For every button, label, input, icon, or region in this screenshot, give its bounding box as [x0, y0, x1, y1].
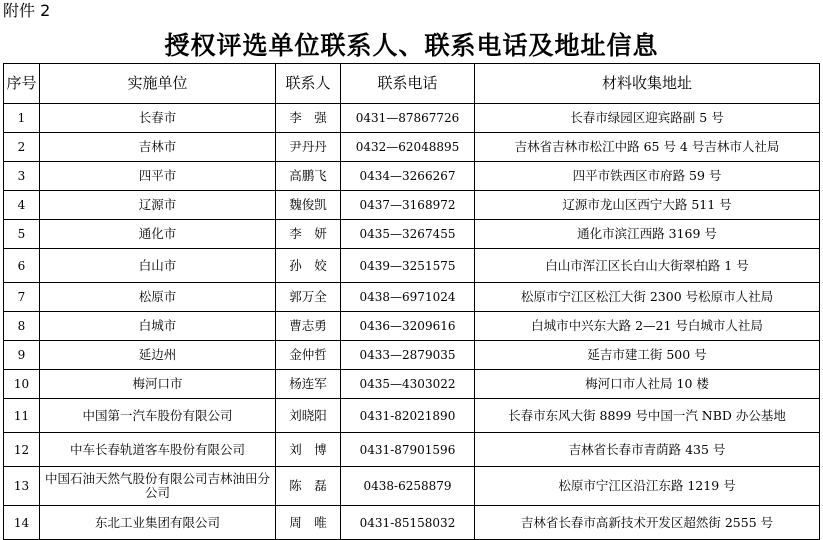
table-row	[4, 162, 820, 191]
attachment-label: 附件 2	[3, 1, 51, 20]
cell-address: 松原市宁江区松江大街 2300 号松原市人社局	[475, 283, 820, 312]
table-row	[4, 467, 820, 506]
table-row	[4, 312, 820, 341]
cell-seq: 8	[4, 312, 40, 341]
cell-phone: 0435—4303022	[341, 370, 475, 399]
table-row	[4, 191, 820, 220]
cell-contact: 陈 磊	[276, 467, 341, 506]
table-row	[4, 220, 820, 249]
cell-unit: 中国石油天然气股份有限公司吉林油田分公司	[40, 467, 276, 506]
cell-unit: 四平市	[40, 162, 276, 191]
cell-unit: 松原市	[40, 283, 276, 312]
cell-unit: 东北工业集团有限公司	[40, 506, 276, 540]
table-row	[4, 283, 820, 312]
cell-seq: 2	[4, 133, 40, 162]
header-contact: 联系人	[276, 64, 341, 104]
cell-address: 白城市中兴东大路 2—21 号白城市人社局	[475, 312, 820, 341]
cell-contact: 刘 博	[276, 433, 341, 467]
cell-phone: 0434—3266267	[341, 162, 475, 191]
cell-phone: 0435—3267455	[341, 220, 475, 249]
cell-phone: 0431-85158032	[341, 506, 475, 540]
cell-unit: 长春市	[40, 104, 276, 133]
cell-phone: 0431-82021890	[341, 399, 475, 433]
contact-info-table	[3, 63, 820, 540]
cell-seq: 13	[4, 467, 40, 506]
cell-seq: 12	[4, 433, 40, 467]
document-title: 授权评选单位联系人、联系电话及地址信息	[164, 31, 659, 60]
cell-address: 长春市东风大街 8899 号中国一汽 NBD 办公基地	[475, 399, 820, 433]
table-row	[4, 341, 820, 370]
cell-contact: 曹志勇	[276, 312, 341, 341]
cell-address: 吉林省长春市青荫路 435 号	[475, 433, 820, 467]
cell-contact: 金仲哲	[276, 341, 341, 370]
cell-address: 长春市绿园区迎宾路副 5 号	[475, 104, 820, 133]
table-row	[4, 133, 820, 162]
header-address: 材料收集地址	[475, 64, 820, 104]
cell-seq: 9	[4, 341, 40, 370]
cell-address: 梅河口市人社局 10 楼	[475, 370, 820, 399]
table-row	[4, 399, 820, 433]
table-header-row	[4, 64, 820, 104]
cell-phone: 0438-6258879	[341, 467, 475, 506]
cell-seq: 5	[4, 220, 40, 249]
cell-unit: 中车长春轨道客车股份有限公司	[40, 433, 276, 467]
cell-seq: 7	[4, 283, 40, 312]
cell-phone: 0432—62048895	[341, 133, 475, 162]
cell-phone: 0433—2879035	[341, 341, 475, 370]
header-phone: 联系电话	[341, 64, 475, 104]
cell-contact: 刘晓阳	[276, 399, 341, 433]
cell-phone: 0437—3168972	[341, 191, 475, 220]
cell-phone: 0431-87901596	[341, 433, 475, 467]
cell-unit: 白城市	[40, 312, 276, 341]
cell-seq: 6	[4, 249, 40, 283]
cell-unit: 梅河口市	[40, 370, 276, 399]
cell-unit: 通化市	[40, 220, 276, 249]
cell-phone: 0438—6971024	[341, 283, 475, 312]
cell-address: 吉林省长春市高新技术开发区超然街 2555 号	[475, 506, 820, 540]
cell-seq: 11	[4, 399, 40, 433]
cell-address: 通化市滨江西路 3169 号	[475, 220, 820, 249]
cell-contact: 周 唯	[276, 506, 341, 540]
table-row	[4, 433, 820, 467]
cell-contact: 孙 姣	[276, 249, 341, 283]
cell-contact: 郭万全	[276, 283, 341, 312]
cell-phone: 0436—3209616	[341, 312, 475, 341]
table-row	[4, 506, 820, 540]
header-unit: 实施单位	[40, 64, 276, 104]
cell-contact: 尹丹丹	[276, 133, 341, 162]
cell-unit: 延边州	[40, 341, 276, 370]
cell-unit: 辽源市	[40, 191, 276, 220]
table-row	[4, 104, 820, 133]
cell-address: 辽源市龙山区西宁大路 511 号	[475, 191, 820, 220]
cell-seq: 4	[4, 191, 40, 220]
cell-phone: 0431—87867726	[341, 104, 475, 133]
cell-address: 延吉市建工街 500 号	[475, 341, 820, 370]
cell-contact: 魏俊凯	[276, 191, 341, 220]
cell-seq: 10	[4, 370, 40, 399]
cell-phone: 0439—3251575	[341, 249, 475, 283]
cell-seq: 14	[4, 506, 40, 540]
cell-contact: 高鹏飞	[276, 162, 341, 191]
cell-contact: 李 强	[276, 104, 341, 133]
cell-address: 松原市宁江区沿江东路 1219 号	[475, 467, 820, 506]
table-row	[4, 249, 820, 283]
cell-address: 白山市浑江区长白山大街翠柏路 1 号	[475, 249, 820, 283]
cell-contact: 李 妍	[276, 220, 341, 249]
cell-address: 四平市铁西区市府路 59 号	[475, 162, 820, 191]
cell-seq: 3	[4, 162, 40, 191]
cell-unit: 中国第一汽车股份有限公司	[40, 399, 276, 433]
cell-unit: 白山市	[40, 249, 276, 283]
table-row	[4, 370, 820, 399]
header-seq: 序号	[4, 64, 40, 104]
cell-unit: 吉林市	[40, 133, 276, 162]
cell-seq: 1	[4, 104, 40, 133]
cell-contact: 杨连军	[276, 370, 341, 399]
cell-address: 吉林省吉林市松江中路 65 号 4 号吉林市人社局	[475, 133, 820, 162]
